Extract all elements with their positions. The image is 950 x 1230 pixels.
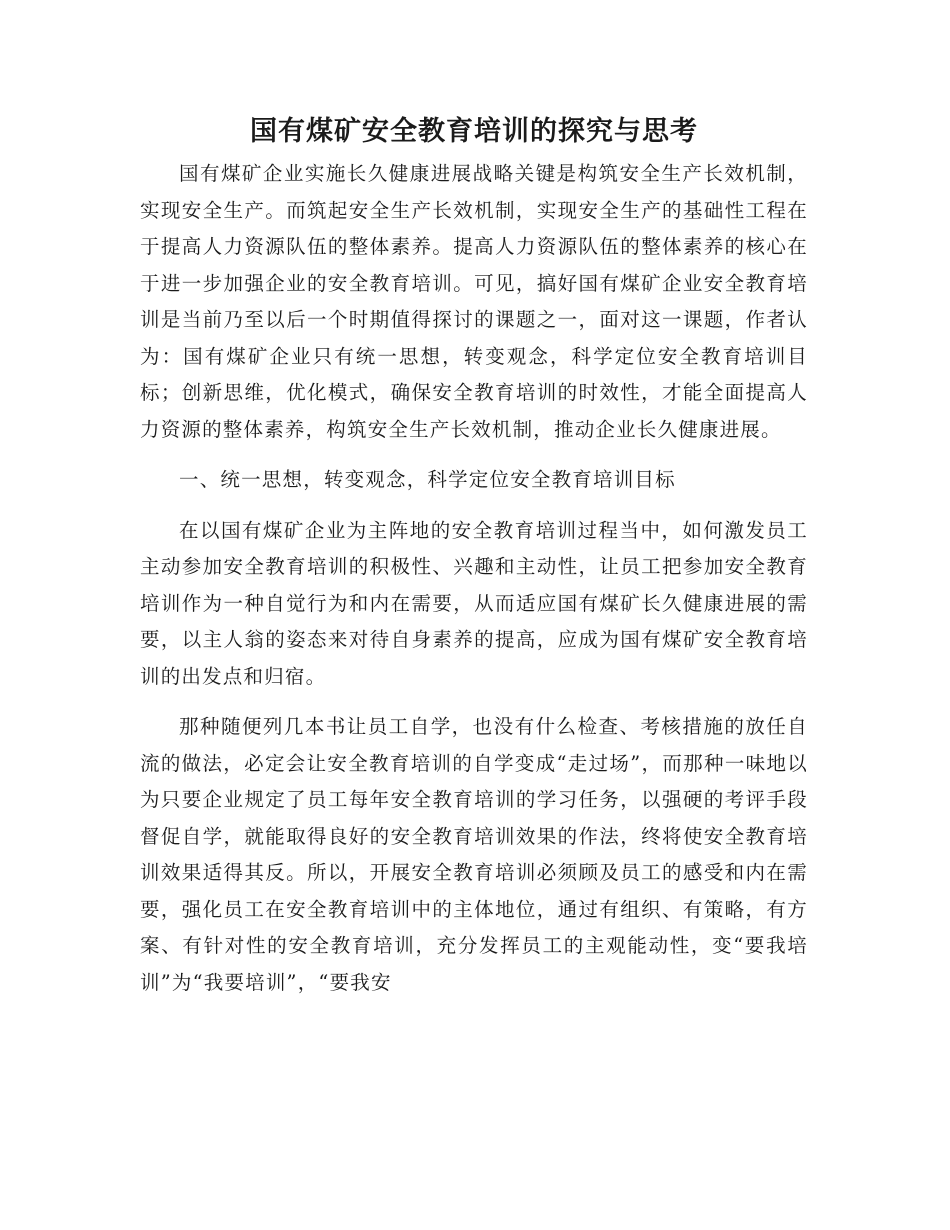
document-title: 国有煤矿安全教育培训的探究与思考 <box>250 116 698 147</box>
paragraph-motivation: 在以国有煤矿企业为主阵地的安全教育培训过程当中，如何激发员工主动参加安全教育培训的积极性、兴趣和主动性，让员工把参加安全教育培训作为一种自觉行为和内在需要，从而适应国有煤矿长久健康进展的需要，以主人翁的姿态来对待自身素养的提高，应成为国有煤矿安全教育培训的出发点和归宿。 <box>140 518 808 688</box>
document-body <box>140 112 808 1001</box>
paragraph-self-study: 那种随便列几本书让员工自学，也没有什么检查、考核措施的放任自流的做法，必定会让安全教育培训的自学变成“走过场”，而那种一味地以为只要企业规定了员工每年安全教育培训的学习任务，以强硬的考评手段督促自学，就能取得良好的安全教育培训效果的作法，终将使安全教育培训效果适得其反。所以，开展安全教育培训必须顾及员工的感受和内在需要，强化员工在安全教育培训中的主体地位，通过有组织、有策略，有方案、有针对性的安全教育培训，充分发挥员工的主观能动性，变“要我培训”为“我要培训”，“要我安 <box>140 715 808 994</box>
section-heading-1: 一、统一思想，转变观念，科学定位安全教育培训目标 <box>179 468 676 491</box>
paragraph-intro: 国有煤矿企业实施长久健康进展战略关键是构筑安全生产长效机制，实现安全生产。而筑起安全生产长效机制，实现安全生产的基础性工程在于提高人力资源队伍的整体素养。提高人力资源队伍的整体素养的核心在于进一步加强企业的安全教育培训。可见，搞好国有煤矿企业安全教育培训是当前乃至以后一个时期值得探讨的课题之一，面对这一课题，作者认为：国有煤矿企业只有统一思想，转变观念，科学定位安全教育培训目标；创新思维，优化模式，确保安全教育培训的时效性，才能全面提高人力资源的整体素养，构筑安全生产长效机制，推动企业长久健康进展。 <box>140 162 808 441</box>
